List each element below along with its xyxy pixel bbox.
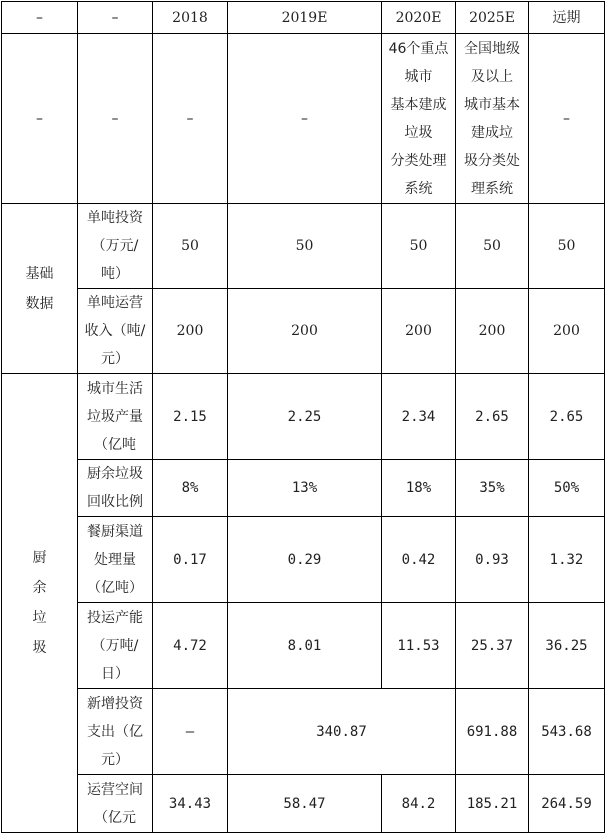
header-cell-2: –: [78, 2, 153, 34]
targets-2025e: 全国地级 及以上 城市基本 建成垃 圾分类处 理系统: [456, 34, 529, 204]
cell-2019e: 50: [228, 204, 382, 289]
header-row: [2, 2, 605, 34]
cell-2025e: 2.65: [456, 374, 529, 460]
cell-far: 36.25: [529, 603, 605, 689]
cell-2019e: 8.01: [228, 603, 382, 689]
targets-far: –: [529, 34, 605, 204]
table-row: [2, 204, 605, 289]
header-2019e: 2019E: [228, 2, 382, 34]
group-basic-data: 基础 数据: [2, 204, 78, 374]
cell-2020e: 0.42: [382, 517, 456, 603]
targets-cell-1: –: [2, 34, 78, 204]
cell-2025e: 185.21: [456, 775, 529, 833]
table-row: [2, 603, 605, 689]
cell-far: 264.59: [529, 775, 605, 833]
cell-2020e: 84.2: [382, 775, 456, 833]
cell-2018: 200: [153, 289, 228, 374]
table-row: [2, 775, 605, 833]
cell-far: 543.68: [529, 689, 605, 775]
targets-2019e: –: [228, 34, 382, 204]
cell-2020e: 11.53: [382, 603, 456, 689]
cell-2019e: 2.25: [228, 374, 382, 460]
cell-2020e: 200: [382, 289, 456, 374]
row-label-msw-output: 城市生活 垃圾产量 （亿吨: [78, 374, 153, 460]
cell-far: 50: [529, 204, 605, 289]
table-row: [2, 374, 605, 460]
header-2018: 2018: [153, 2, 228, 34]
row-label-operating-capacity: 投运产能 （万吨/ 日）: [78, 603, 153, 689]
header-2020e: 2020E: [382, 2, 456, 34]
cell-far: 50%: [529, 460, 605, 517]
row-label-recycling-ratio: 厨余垃圾 回收比例: [78, 460, 153, 517]
targets-row: [2, 34, 605, 204]
row-label-operating-space: 运营空间 （亿元: [78, 775, 153, 833]
table-row: [2, 289, 605, 374]
table-row: [2, 517, 605, 603]
table-row: [2, 460, 605, 517]
cell-2019e: 58.47: [228, 775, 382, 833]
table-row: [2, 689, 605, 775]
cell-2019e: 13%: [228, 460, 382, 517]
group-kitchen-waste: 厨 余 垃 圾: [2, 374, 78, 833]
row-label-unit-investment: 单吨投资 （万元/ 吨）: [78, 204, 153, 289]
targets-cell-2: –: [78, 34, 153, 204]
cell-2018: 8%: [153, 460, 228, 517]
cell-2025e: 35%: [456, 460, 529, 517]
cell-2020e: 18%: [382, 460, 456, 517]
cell-2025e: 25.37: [456, 603, 529, 689]
cell-far: 200: [529, 289, 605, 374]
cell-2018: –: [153, 689, 228, 775]
cell-2025e: 50: [456, 204, 529, 289]
targets-2020e: 46个重点 城市 基本建成 垃圾 分类处理 系统: [382, 34, 456, 204]
cell-2025e: 0.93: [456, 517, 529, 603]
targets-2018: –: [153, 34, 228, 204]
cell-2019e: 0.29: [228, 517, 382, 603]
row-label-new-investment: 新增投资 支出（亿 元）: [78, 689, 153, 775]
cell-2019e: 200: [228, 289, 382, 374]
row-label-unit-operating-revenue: 单吨运营 收入（吨/ 元）: [78, 289, 153, 374]
cell-2018: 0.17: [153, 517, 228, 603]
cell-2018: 4.72: [153, 603, 228, 689]
cell-2020e: 50: [382, 204, 456, 289]
cell-2025e: 691.88: [456, 689, 529, 775]
cell-2020e: 2.34: [382, 374, 456, 460]
cell-2018: 2.15: [153, 374, 228, 460]
cell-2025e: 200: [456, 289, 529, 374]
cell-2018: 34.43: [153, 775, 228, 833]
header-cell-1: –: [2, 2, 78, 34]
row-label-catering-volume: 餐厨渠道 处理量 （亿吨）: [78, 517, 153, 603]
cell-far: 1.32: [529, 517, 605, 603]
cell-far: 2.65: [529, 374, 605, 460]
cell-2019e-2020e: 340.87: [228, 689, 456, 775]
cell-2018: 50: [153, 204, 228, 289]
data-table: [1, 1, 605, 833]
header-far: 远期: [529, 2, 605, 34]
header-2025e: 2025E: [456, 2, 529, 34]
